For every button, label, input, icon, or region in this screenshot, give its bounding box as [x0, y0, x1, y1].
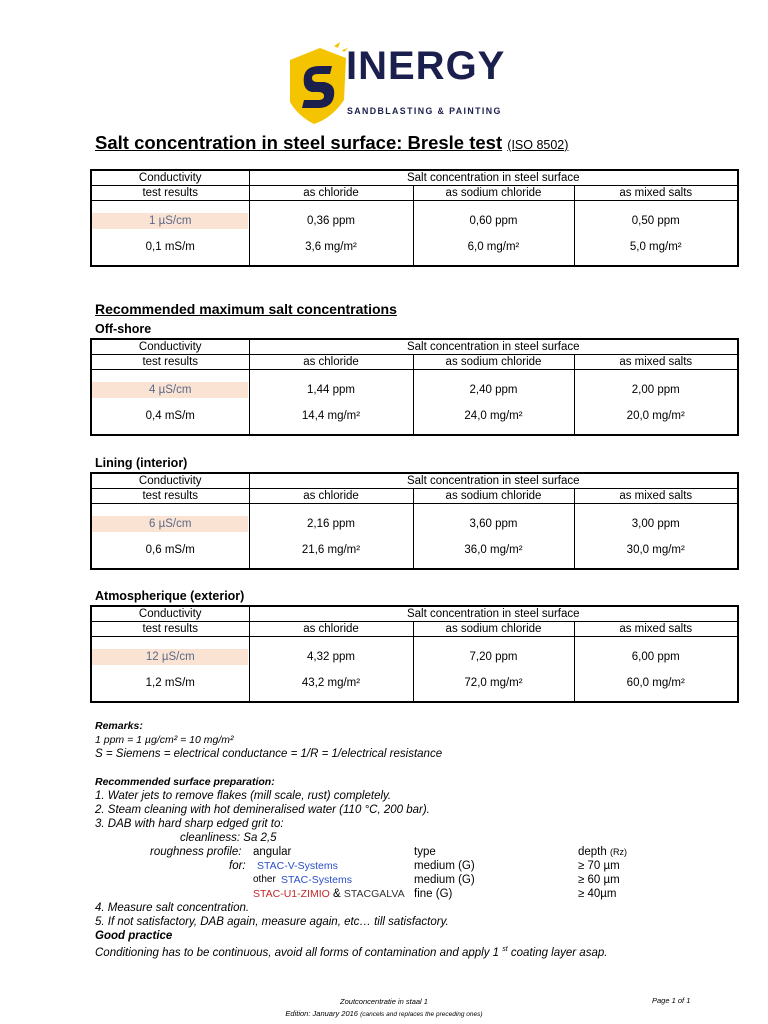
mixed-salts-mg: 20,0 mg/m² [574, 410, 738, 435]
prep-step-4: 4. Measure salt concentration. [95, 902, 250, 914]
conditioning-text: Conditioning has to be continuous, avoid all forms of contamination and apply 1 $^{st}$ coating layer asap. [95, 946, 608, 959]
header-conductivity: Conductivity [91, 339, 249, 355]
chloride-mg: 21,6 mg/m² [249, 544, 413, 569]
header-as-sodium-chloride: as sodium chloride [413, 186, 574, 201]
footer-edition-note: (cancels and replaces the preceding ones) [360, 1011, 483, 1018]
chloride-mg: 43,2 mg/m² [249, 677, 413, 702]
system-stac-v-depth: ≥ 70 µm [578, 860, 620, 872]
prep-step-2: 2. Steam cleaning with hot demineralised water (110 °C, 200 bar). [95, 804, 430, 816]
system-stac: STAC-Systems [281, 874, 352, 886]
remarks-section [95, 719, 735, 960]
prep-step-5: 5. If not satisfactory, DAB again, measure again, etc… till satisfactory. [95, 916, 449, 928]
header-as-mixed-salts: as mixed salts [574, 186, 738, 201]
sodium-chloride-ppm: 2,40 ppm [413, 370, 574, 411]
header-as-sodium-chloride: as sodium chloride [413, 489, 574, 504]
prep-type-header: type [414, 846, 436, 858]
header-as-sodium-chloride: as sodium chloride [413, 622, 574, 637]
header-test-results: test results [91, 355, 249, 370]
recommended-heading: Recommended maximum salt concentrations [95, 301, 397, 317]
header-salt-concentration: Salt concentration in steel surface [249, 170, 738, 186]
atmospherique-label: Atmospherique (exterior) [95, 589, 245, 603]
page-title [95, 132, 568, 154]
footer-doc-name: Zoutconcentratie in staal 1 [340, 997, 428, 1006]
mixed-salts-ppm: 6,00 ppm [574, 637, 738, 678]
header-conductivity: Conductivity [91, 170, 249, 186]
prep-depth-unit: (Rz) [609, 847, 627, 857]
mixed-salts-mg: 30,0 mg/m² [574, 544, 738, 569]
prep-other-label: other [253, 874, 276, 885]
header-as-chloride: as chloride [249, 622, 413, 637]
mixed-salts-ppm: 3,00 ppm [574, 504, 738, 545]
header-as-mixed-salts: as mixed salts [574, 489, 738, 504]
remarks-line-siemens: S = Siemens = electrical conductance = 1/R = 1/electrical resistance [95, 748, 443, 760]
conductivity-ms-value: 1,2 mS/m [145, 677, 195, 689]
bresle-table-reference [90, 169, 739, 267]
system-fine-depth: ≥ 40µm [578, 888, 617, 900]
conductivity-ms-value: 0,4 mS/m [145, 410, 195, 422]
chloride-ppm: 4,32 ppm [249, 637, 413, 678]
prep-step-1: 1. Water jets to remove flakes (mill scale, rust) completely. [95, 790, 392, 802]
sodium-chloride-mg: 24,0 mg/m² [413, 410, 574, 435]
mixed-salts-ppm: 2,00 ppm [574, 370, 738, 411]
header-as-chloride: as chloride [249, 186, 413, 201]
prep-cleanliness: cleanliness: Sa 2,5 [180, 832, 277, 844]
header-test-results: test results [91, 622, 249, 637]
footer-page-number: Page 1 of 1 [652, 996, 691, 1005]
chloride-ppm: 0,36 ppm [249, 201, 413, 242]
header-as-sodium-chloride: as sodium chloride [413, 355, 574, 370]
footer-edition: Edition: January 2016 [285, 1009, 358, 1018]
chloride-mg: 3,6 mg/m² [249, 241, 413, 266]
system-stac-v: STAC-V-Systems [257, 860, 338, 872]
chloride-mg: 14,4 mg/m² [249, 410, 413, 435]
sodium-chloride-ppm: 7,20 ppm [413, 637, 574, 678]
conductivity-us-value: 6 µS/cm [92, 516, 248, 532]
conductivity-us-value: 4 µS/cm [92, 382, 248, 398]
logo-tagline: SANDBLASTING & PAINTING [347, 106, 502, 116]
bresle-table-offshore [90, 338, 739, 436]
prep-heading: Recommended surface preparation: [95, 776, 275, 788]
company-logo [284, 42, 544, 126]
shield-logo-icon [284, 42, 350, 126]
system-stac-type: medium (G) [414, 874, 475, 886]
prep-step-3: 3. DAB with hard sharp edged grit to: [95, 818, 284, 830]
prep-for-label: for: [229, 860, 246, 872]
sodium-chloride-mg: 36,0 mg/m² [413, 544, 574, 569]
prep-depth-header: depth [578, 846, 607, 858]
header-as-mixed-salts: as mixed salts [574, 355, 738, 370]
header-as-mixed-salts: as mixed salts [574, 622, 738, 637]
system-stac-v-type: medium (G) [414, 860, 475, 872]
system-stacgalva: STACGALVA [343, 888, 405, 900]
header-salt-concentration: Salt concentration in steel surface [249, 606, 738, 622]
system-stac-depth: ≥ 60 µm [578, 874, 620, 886]
remarks-heading: Remarks: [95, 720, 143, 732]
sodium-chloride-ppm: 0,60 ppm [413, 201, 574, 242]
header-salt-concentration: Salt concentration in steel surface [249, 339, 738, 355]
conductivity-us-value: 1 µS/cm [92, 213, 248, 229]
bresle-table-atmospherique [90, 605, 739, 703]
chloride-ppm: 1,44 ppm [249, 370, 413, 411]
mixed-salts-ppm: 0,50 ppm [574, 201, 738, 242]
lining-label: Lining (interior) [95, 456, 188, 470]
system-stac-u1-zimio: STAC-U1-ZIMIO [253, 888, 330, 900]
header-conductivity: Conductivity [91, 473, 249, 489]
title-iso: (ISO 8502) [507, 138, 569, 152]
bresle-table-lining [90, 472, 739, 570]
header-test-results: test results [91, 489, 249, 504]
sodium-chloride-mg: 72,0 mg/m² [413, 677, 574, 702]
header-conductivity: Conductivity [91, 606, 249, 622]
mixed-salts-mg: 5,0 mg/m² [574, 241, 738, 266]
title-main: Salt concentration in steel surface: Bresle test [95, 132, 503, 153]
offshore-label: Off-shore [95, 322, 152, 336]
system-ampersand: & [333, 888, 341, 900]
sodium-chloride-ppm: 3,60 ppm [413, 504, 574, 545]
good-practice-heading: Good practice [95, 930, 173, 942]
conductivity-us-value: 12 µS/cm [92, 649, 248, 665]
remarks-line-ppm: 1 ppm = 1 µg/cm² = 10 mg/m² [95, 734, 234, 746]
prep-roughness-value: angular [253, 846, 292, 858]
chloride-ppm: 2,16 ppm [249, 504, 413, 545]
prep-roughness-label: roughness profile: [150, 846, 242, 858]
header-test-results: test results [91, 186, 249, 201]
header-salt-concentration: Salt concentration in steel surface [249, 473, 738, 489]
mixed-salts-mg: 60,0 mg/m² [574, 677, 738, 702]
sodium-chloride-mg: 6,0 mg/m² [413, 241, 574, 266]
system-fine-type: fine (G) [414, 888, 453, 900]
conductivity-ms-value: 0,6 mS/m [145, 544, 195, 556]
header-as-chloride: as chloride [249, 489, 413, 504]
header-as-chloride: as chloride [249, 355, 413, 370]
conductivity-ms-value: 0,1 mS/m [145, 241, 195, 253]
logo-wordmark: INERGY [346, 44, 506, 88]
